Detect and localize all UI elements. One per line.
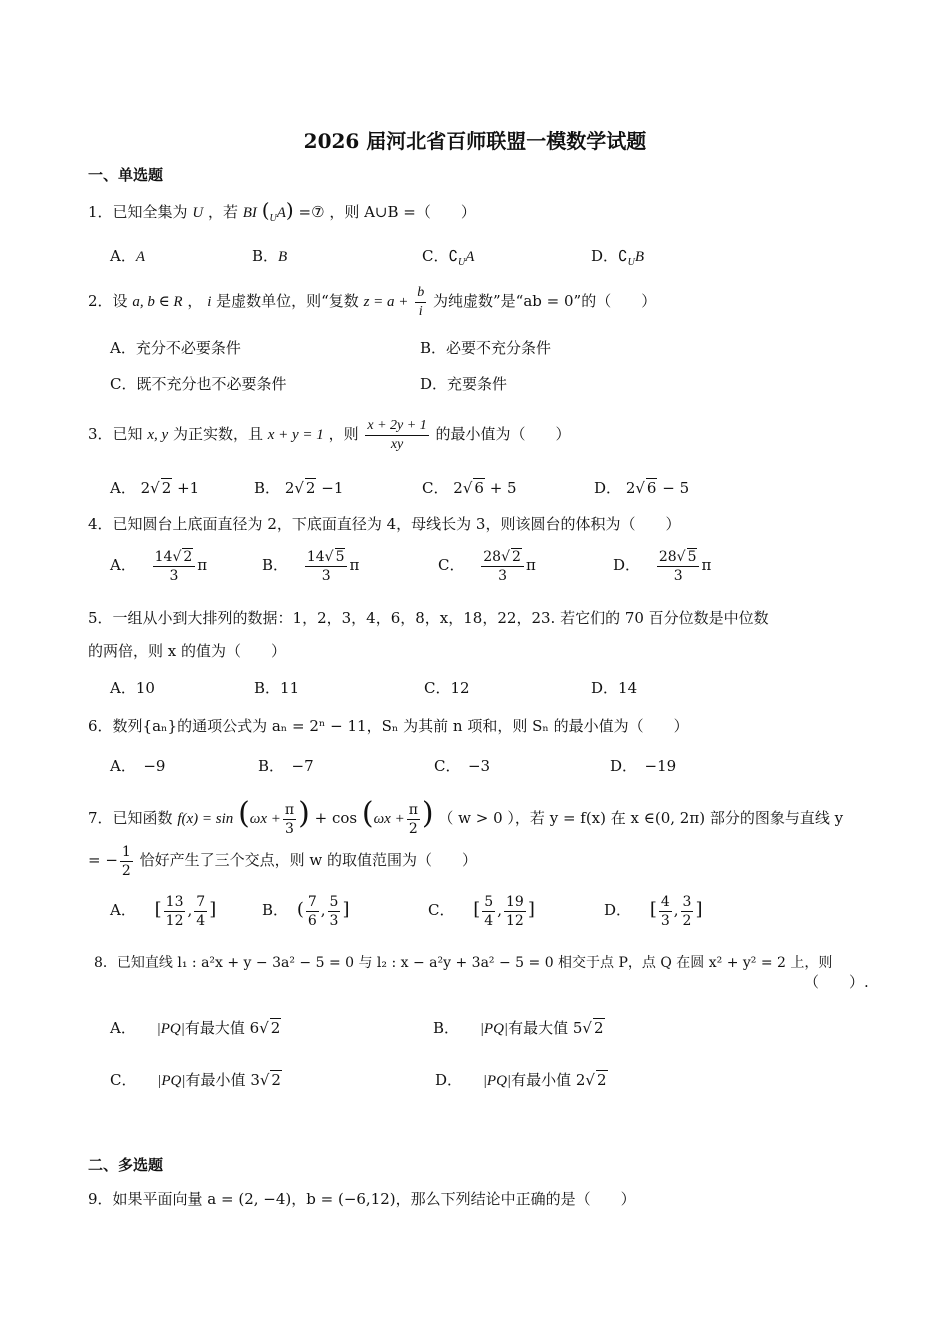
option-label: D． bbox=[613, 556, 641, 574]
sub-u: U bbox=[458, 257, 466, 268]
tail: +1 bbox=[177, 479, 200, 497]
q7-option-c: C． [ $\frac{5}{4}$ , $\frac{19}{12}$ ] bbox=[428, 893, 535, 929]
q8-option-c: C． |PQ|有最小值 3√ 2 bbox=[110, 1071, 281, 1089]
question-7-line-2 bbox=[88, 840, 477, 880]
q7-arg2: ωx + bbox=[373, 811, 405, 827]
option-label: A． bbox=[110, 1019, 136, 1037]
fraction-numerator: π bbox=[408, 801, 418, 818]
q3-option-b: B． 2√ 2 −1 bbox=[254, 479, 344, 497]
fraction-denominator: 6 bbox=[307, 912, 317, 929]
fraction-numerator: π bbox=[284, 801, 295, 818]
coef: 2 bbox=[140, 479, 151, 497]
radicand: 6 bbox=[646, 479, 657, 497]
fraction-denominator: 3 bbox=[285, 820, 294, 837]
q2-mid2: 是虚数单位，则“复数 bbox=[216, 292, 359, 310]
q1-stem-pre: 1．已知全集为 bbox=[88, 203, 188, 221]
option-label: D． bbox=[435, 1071, 463, 1089]
q1-option-b bbox=[252, 246, 287, 267]
q2-fraction bbox=[415, 284, 426, 321]
radicand: 2 bbox=[512, 548, 521, 565]
option-label: B． bbox=[262, 901, 289, 919]
bracket-right: ] bbox=[342, 899, 350, 920]
radicand: 2 bbox=[593, 1019, 604, 1037]
q2-vars: a, b ∈ R bbox=[132, 294, 183, 310]
fraction-numerator: 4 bbox=[660, 893, 670, 910]
q3-option-c: C． 2√ 6 + 5 bbox=[422, 479, 517, 497]
q7-fx: f(x) = sin bbox=[177, 811, 234, 827]
q7-arg1: ωx + bbox=[249, 811, 281, 827]
coef: 28 bbox=[483, 548, 502, 565]
radicand: 2 bbox=[305, 479, 316, 497]
option-label: B． bbox=[433, 1019, 460, 1037]
option-value: A bbox=[135, 249, 146, 265]
bracket-left: [ bbox=[154, 899, 162, 920]
fraction-denominator: 2 bbox=[408, 820, 418, 837]
sub-u: U bbox=[627, 257, 635, 268]
radicand: 2 bbox=[596, 1071, 607, 1089]
q1-stem-post: ，则 A∪B =（ ） bbox=[329, 203, 476, 221]
q1-u: U bbox=[192, 205, 204, 221]
q6-option-d: D． −19 bbox=[610, 757, 677, 775]
pq-abs: |PQ| bbox=[482, 1073, 512, 1089]
fraction-denominator: 3 bbox=[329, 912, 339, 929]
question-8-line-1: 8．已知直线 l₁ : a²x + y − 3a² − 5 = 0 与 l₂ : x − a²y + 3a² − 5 = 0 相交于点 P，点 Q 在圆 x² + y² = 2 上，则 bbox=[94, 955, 833, 971]
coef: 28 bbox=[658, 548, 677, 565]
coef: 14 bbox=[154, 548, 173, 565]
q3-fraction bbox=[365, 417, 428, 454]
radicand: 2 bbox=[183, 548, 193, 565]
coef: 2 bbox=[625, 479, 636, 497]
q7-option-b: B． ( $\frac{7}{6}$ , $\frac{5}{3}$ ] bbox=[262, 893, 350, 929]
fraction-numerator: 7 bbox=[307, 893, 317, 910]
question-9-stem: 9．如果平面向量 a = (2, −4)，b = (−6,12)，那么下列结论中正确的是（ ） bbox=[88, 1190, 636, 1208]
coef: 2 bbox=[575, 1071, 586, 1089]
pi: π bbox=[525, 556, 536, 574]
q1-option-d bbox=[591, 246, 644, 273]
option-label: A． bbox=[110, 901, 136, 919]
pi: π bbox=[701, 556, 712, 574]
question-6-stem: 6．数列{aₙ}的通项公式为 aₙ = 2ⁿ − 11，Sₙ 为其前 n 项和，则 Sₙ 的最小值为（ ） bbox=[88, 717, 689, 735]
bracket-left: [ bbox=[649, 899, 657, 920]
fraction-numerator: 1 bbox=[121, 843, 131, 860]
q1-sub-u: U bbox=[269, 213, 277, 224]
q3-option-a: A． 2√ 2 +1 bbox=[110, 479, 200, 497]
complement-symbol: ∁ bbox=[448, 247, 459, 265]
q4-option-c: C． $\frac{28√ 2}{3}$ π bbox=[438, 548, 536, 584]
q2-option-d: D．充要条件 bbox=[420, 375, 508, 393]
radicand: 2 bbox=[270, 1019, 281, 1037]
fraction-numerator: 13 bbox=[165, 893, 184, 910]
q3-stem-pre: 3．已知 bbox=[88, 425, 143, 443]
fraction-denominator: 2 bbox=[121, 862, 131, 879]
bracket-right: ] bbox=[209, 899, 217, 920]
option-text: 有最小值 bbox=[511, 1071, 572, 1089]
q2-post: 为纯虚数”是“ab = 0”的（ ） bbox=[433, 292, 657, 310]
option-label: A． bbox=[110, 556, 136, 574]
option-label: A． bbox=[110, 247, 136, 265]
radicand: 2 bbox=[271, 1071, 281, 1089]
bracket-right: ] bbox=[695, 899, 703, 920]
q7-option-a: A． [ $\frac{13}{12}$ , $\frac{7}{4}$ ] bbox=[110, 893, 217, 929]
q6-option-b: B． −7 bbox=[258, 757, 314, 775]
question-8-tail: （ ）. bbox=[804, 973, 869, 991]
q4-option-b: B． $\frac{14√ 5}{3}$ π bbox=[262, 548, 360, 584]
fraction-denominator: 4 bbox=[196, 912, 206, 929]
option-label: C． bbox=[428, 901, 455, 919]
q5-option-c: C．12 bbox=[424, 679, 470, 697]
q2-i: i bbox=[207, 294, 212, 310]
option-label: D． bbox=[604, 901, 632, 919]
radicand: 5 bbox=[687, 548, 697, 565]
option-value: B bbox=[634, 249, 644, 265]
fraction-denominator: 3 bbox=[660, 912, 670, 929]
pq-abs: |PQ| bbox=[479, 1021, 509, 1037]
q8-option-d: D． |PQ|有最小值 2√ 2 bbox=[435, 1071, 607, 1089]
coef: 6 bbox=[249, 1019, 260, 1037]
question-3-stem bbox=[88, 414, 571, 455]
fraction-numerator: x + 2y + 1 bbox=[365, 417, 428, 436]
option-value: B bbox=[278, 249, 288, 265]
q2-z: z = a + bbox=[363, 294, 409, 310]
q1-a: A bbox=[276, 205, 286, 221]
coef: 2 bbox=[453, 479, 463, 497]
fraction-denominator: i bbox=[418, 303, 423, 319]
q3-cond: x + y = 1 bbox=[267, 427, 324, 443]
fraction-numerator: 7 bbox=[196, 893, 206, 910]
q1-eq: =⑦ bbox=[298, 203, 325, 221]
q7-stem-pre: 7．已知函数 bbox=[88, 809, 173, 827]
option-label: B． bbox=[254, 479, 281, 497]
q2-option-b: B．必要不充分条件 bbox=[420, 339, 552, 357]
fraction-denominator: 12 bbox=[506, 912, 524, 929]
option-label: C． bbox=[422, 479, 449, 497]
q7-plus-cos: + cos bbox=[314, 809, 358, 827]
complement-symbol: ∁ bbox=[618, 247, 628, 265]
q7-cond: （ w > 0 ），若 y = f(x) 在 x ∈(0, 2π) 部分的图象与直线 y bbox=[438, 809, 844, 827]
pi: π bbox=[197, 556, 208, 574]
fraction-denominator: xy bbox=[390, 436, 404, 452]
section-heading-single: 一、单选题 bbox=[88, 166, 164, 184]
option-label: A． bbox=[110, 479, 136, 497]
fraction-denominator: 4 bbox=[484, 912, 494, 929]
radicand: 6 bbox=[474, 479, 484, 497]
q6-option-c: C． −3 bbox=[434, 757, 491, 775]
option-text: 有最小值 bbox=[185, 1071, 246, 1089]
question-5-line-2: 的两倍，则 x 的值为（ ） bbox=[88, 642, 286, 660]
q8-option-b: B． |PQ|有最大值 5√ 2 bbox=[433, 1019, 604, 1037]
fraction-numerator: 3 bbox=[682, 893, 692, 910]
option-label: C． bbox=[438, 556, 465, 574]
tail: + 5 bbox=[489, 479, 517, 497]
q4-option-d: D． $\frac{28√ 5}{3}$ π bbox=[613, 548, 712, 584]
q3-post: 的最小值为（ ） bbox=[435, 425, 571, 443]
question-4-stem: 4．已知圆台上底面直径为 2，下底面直径为 4，母线长为 3，则该圆台的体积为（ ） bbox=[88, 515, 681, 533]
q3-option-d: D． 2√ 6 − 5 bbox=[594, 479, 690, 497]
coef: 14 bbox=[306, 548, 325, 565]
q3-mid: 为正实数，且 bbox=[172, 425, 263, 443]
coef: 5 bbox=[572, 1019, 583, 1037]
coef: 2 bbox=[284, 479, 295, 497]
q7-line2-post: 恰好产生了三个交点，则 w 的取值范围为（ ） bbox=[139, 851, 477, 869]
pi: π bbox=[349, 556, 360, 574]
option-label: D． bbox=[591, 247, 619, 265]
question-1-stem: 1．已知全集为 U ，若 BI $(_UA)$ =⑦ ，则 A∪B =（ ） bbox=[88, 198, 476, 224]
bracket-left: [ bbox=[473, 899, 481, 920]
bracket-left: ( bbox=[296, 899, 304, 920]
q3-then: ，则 bbox=[328, 425, 359, 443]
question-5-line-1: 5．一组从小到大排列的数据：1，2，3，4，6，8，x，18，22，23. 若它们的 70 百分位数是中位数 bbox=[88, 609, 769, 627]
option-label: C． bbox=[422, 247, 449, 265]
q3-xy: x, y bbox=[147, 427, 169, 443]
option-label: D． bbox=[594, 479, 622, 497]
pq-abs: |PQ| bbox=[157, 1073, 186, 1089]
fraction-denominator: 12 bbox=[165, 912, 184, 929]
page-title: 2026 届河北省百师联盟一模数学试题 bbox=[303, 129, 647, 153]
q1-stem-mid: ，若 bbox=[207, 203, 238, 221]
radicand: 5 bbox=[335, 548, 345, 565]
option-text: 有最大值 bbox=[184, 1019, 245, 1037]
tail: −1 bbox=[321, 479, 344, 497]
fraction-denominator: 3 bbox=[169, 567, 179, 584]
fraction-denominator: 3 bbox=[498, 567, 508, 584]
fraction-numerator: 19 bbox=[506, 893, 524, 910]
q1-option-a bbox=[110, 246, 145, 267]
fraction-numerator: 5 bbox=[484, 893, 494, 910]
fraction-denominator: 3 bbox=[673, 567, 683, 584]
q2-stem-pre: 2．设 bbox=[88, 292, 128, 310]
q4-option-a: A． $\frac{14√ 2}{3}$ π bbox=[110, 548, 208, 584]
fraction-numerator: b bbox=[415, 284, 426, 303]
fraction-denominator: 3 bbox=[321, 567, 331, 584]
question-2-stem bbox=[88, 283, 656, 321]
fraction-numerator: 5 bbox=[329, 893, 339, 910]
option-text: 有最大值 bbox=[508, 1019, 569, 1037]
tail: − 5 bbox=[662, 479, 690, 497]
section-heading-multi: 二、多选题 bbox=[88, 1156, 164, 1174]
bracket-right: ] bbox=[527, 899, 535, 920]
q2-mid1: ， bbox=[187, 292, 203, 310]
q1-option-c bbox=[422, 246, 474, 273]
fraction-denominator: 2 bbox=[682, 912, 692, 929]
option-label: B． bbox=[252, 247, 279, 265]
q1-bi: BI bbox=[242, 205, 257, 221]
option-label: B． bbox=[262, 556, 289, 574]
radicand: 2 bbox=[161, 479, 172, 497]
coef: 3 bbox=[250, 1071, 260, 1089]
q5-option-b: B．11 bbox=[254, 679, 300, 697]
question-7-line-1: 7．已知函数 f(x) = sin (ωx + $\frac{\pi}{3}$ ) + cos (ωx + $\frac{\pi}{2}$ ) （ w > 0 ），若 y = f(x) 在 x ∈(0, 2π) 部分的图象与直线 y bbox=[88, 796, 844, 837]
q2-option-c: C．既不充分也不必要条件 bbox=[110, 375, 287, 393]
q6-option-a: A． −9 bbox=[110, 757, 166, 775]
option-label: C． bbox=[110, 1071, 137, 1089]
q7-line2-pre: = − bbox=[88, 851, 118, 869]
q7-option-d: D． [ $\frac{4}{3}$ , $\frac{3}{2}$ ] bbox=[604, 893, 703, 929]
option-value: A bbox=[465, 249, 475, 265]
pq-abs: |PQ| bbox=[156, 1021, 185, 1037]
q8-option-a: A． |PQ|有最大值 6√ 2 bbox=[110, 1019, 281, 1037]
q5-option-d: D．14 bbox=[591, 679, 638, 697]
q2-option-a: A．充分不必要条件 bbox=[110, 339, 241, 357]
q5-option-a: A．10 bbox=[110, 679, 155, 697]
